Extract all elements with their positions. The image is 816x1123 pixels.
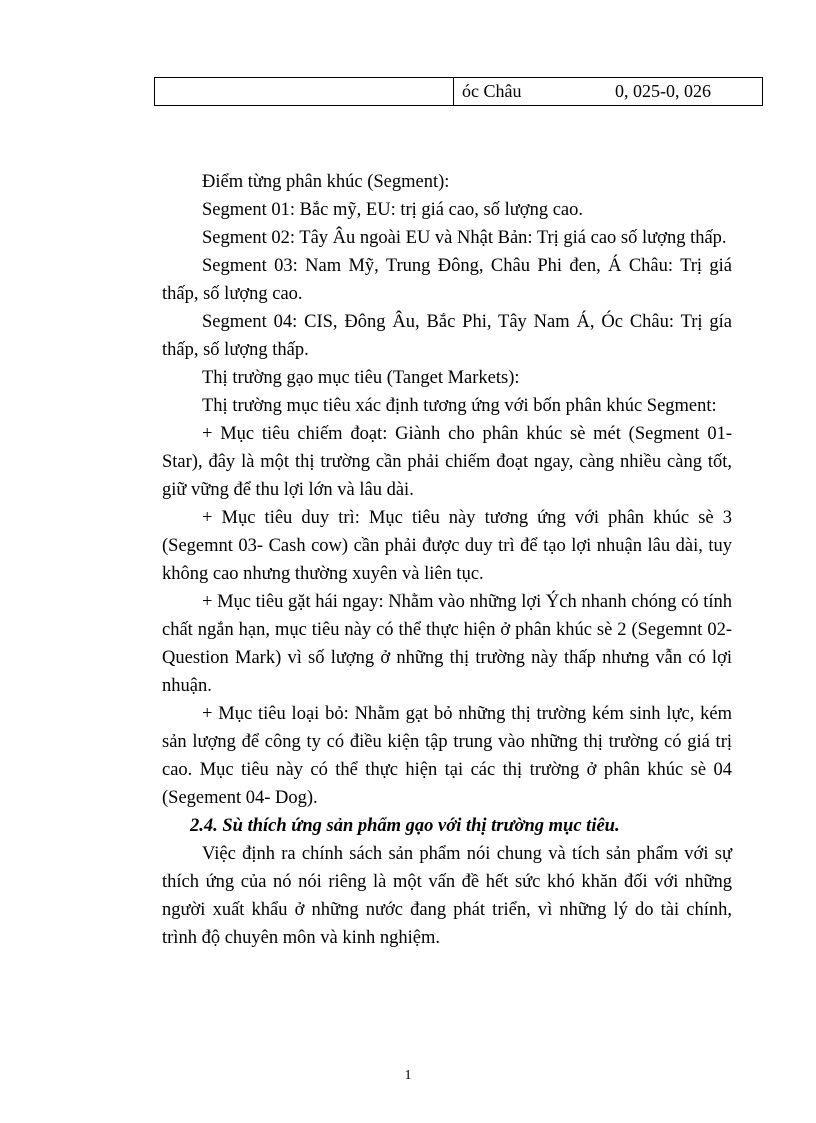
paragraph: + Mục tiêu loại bỏ: Nhằm gạt bỏ những thị trường kém sinh lực, kém sản lượng để công ty có điều kiện tập trung vào những thị trường có giá trị cao. Mục tiêu này có thể thực hiện tại các thị trường ở phân khúc sè 04 (Segement 04- Dog).: [162, 704, 732, 808]
paragraph: Điểm từng phân khúc (Segment):: [202, 172, 450, 192]
paragraph: + Mục tiêu duy trì: Mục tiêu này tương ứng với phân khúc sè 3 (Segemnt 03- Cash cow) cần phải được duy trì để tạo lợi nhuận lâu dài, tuy không cao nhưng thường xuyên và liên tục.: [162, 508, 732, 584]
paragraph: Segment 02: Tây Âu ngoài EU và Nhật Bản: Trị giá cao số lượng thấp.: [202, 228, 727, 248]
paragraph: + Mục tiêu gặt hái ngay: Nhằm vào những lợi Ých nhanh chóng có tính chất ngắn hạn, mục tiêu này có thể thực hiện ở phân khúc sè 2 (Segemnt 02- Question Mark) vì số lượng ở những thị trường này thấp nhưng vẫn có lợi nhuận.: [162, 592, 732, 696]
paragraph: Segment 03: Nam Mỹ, Trung Đông, Châu Phi đen, Á Châu: Trị giá thấp, số lượng cao.: [162, 256, 732, 304]
table-cell-empty: [155, 78, 454, 106]
document-body: [162, 168, 732, 952]
table-place-name: óc Châu: [462, 81, 522, 101]
table-place-value: 0, 025-0, 026: [615, 81, 711, 101]
paragraph: Segment 01: Bắc mỹ, EU: trị giá cao, số lượng cao.: [202, 200, 583, 220]
paragraph: Segment 04: CIS, Đông Âu, Bắc Phi, Tây Nam Á, Óc Châu: Trị gía thấp, số lượng thấp.: [162, 312, 732, 360]
table-row: [155, 78, 763, 106]
continuation-table: [154, 77, 763, 106]
paragraph: Thị trường mục tiêu xác định tương ứng với bốn phân khúc Segment:: [202, 396, 717, 416]
page-number: 1: [404, 1068, 412, 1083]
paragraph: Việc định ra chính sách sản phẩm nói chung và tích sản phẩm với sự thích ứng của nó nói riêng là một vấn đề hết sức khó khăn đối với những người xuất khẩu ở những nước đang phát triển, vì những lý do tài chính, trình độ chuyên môn và kinh nghiệm.: [162, 844, 732, 948]
section-heading: 2.4. Sù thích ứng sản phẩm gạo với thị trường mục tiêu.: [190, 816, 620, 836]
table-cell-value: [454, 78, 763, 106]
paragraph: Thị trường gạo mục tiêu (Tanget Markets):: [202, 368, 520, 388]
paragraph: + Mục tiêu chiếm đoạt: Giành cho phân khúc sè mét (Segment 01-Star), đây là một thị trường cần phải chiếm đoạt ngay, càng nhiều càng tốt, giữ vững để thu lợi lớn và lâu dài.: [162, 424, 732, 500]
